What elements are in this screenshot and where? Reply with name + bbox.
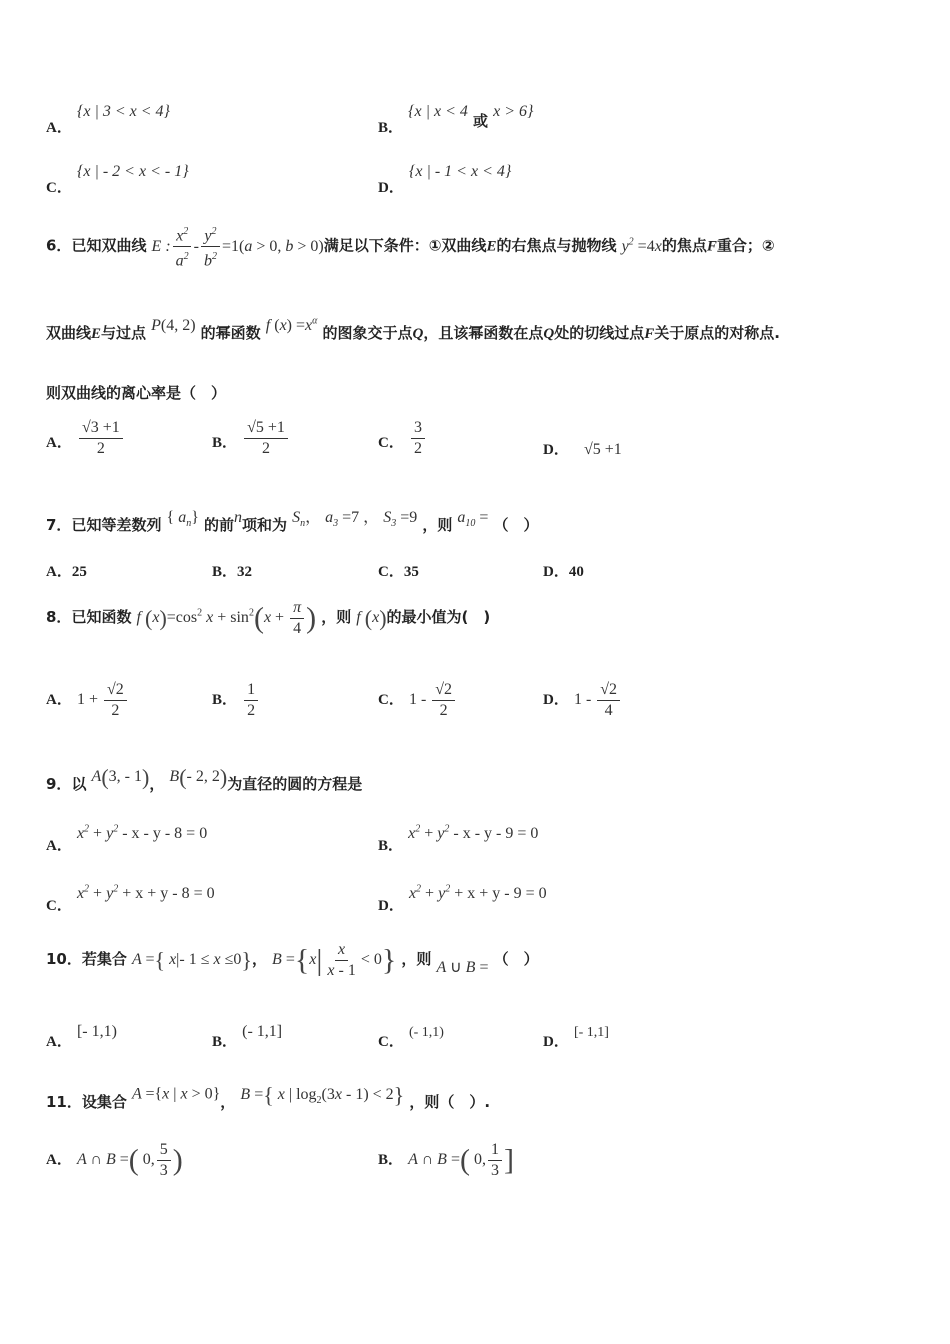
option-value: 25 <box>71 564 87 580</box>
option-label: C． <box>46 180 72 196</box>
stem-var: F <box>706 238 717 255</box>
option-label: C． <box>378 692 404 709</box>
q7-stem <box>46 504 539 534</box>
question-number: 7． <box>46 516 72 534</box>
option-expr: (- 1,1) <box>408 1025 444 1040</box>
q5-option-c[interactable] <box>46 160 189 196</box>
question-number: 11． <box>46 1092 82 1111</box>
q5-option-a[interactable] <box>46 100 170 136</box>
option-label: D． <box>543 442 569 458</box>
q9-option-c[interactable] <box>46 882 215 914</box>
q6-line-2 <box>46 315 780 343</box>
a10: $a_{10}$ = <box>457 509 489 530</box>
stem-text: 已知函数 <box>71 608 132 627</box>
stem-var: Q <box>412 326 424 342</box>
q6-line-1 <box>46 222 926 272</box>
option-label: C． <box>46 898 72 914</box>
function-definition: f $(x)=\cos^2$ $x + \sin^2(x$ + $\frac{\pi}{4}$ ) <box>136 599 317 637</box>
fraction-denominator: 2 <box>413 440 422 457</box>
q8-option-b[interactable] <box>212 680 260 721</box>
stem-text: ，且该幂函数在点 <box>423 324 544 342</box>
stem-text: 与过点 <box>101 324 147 342</box>
stem-var: E <box>91 326 102 342</box>
q6-option-a[interactable] <box>46 418 125 459</box>
fraction-numerator: √5 +1 <box>244 418 288 439</box>
option-label: A． <box>46 1152 72 1169</box>
option-expr-tail: - x - y - 8 = 0 <box>118 825 208 842</box>
set-a: A ={x | x > 0} <box>131 1085 221 1103</box>
q5-option-d[interactable] <box>378 160 512 196</box>
stem-text: 的图象交于点 <box>322 324 413 342</box>
q5-option-b[interactable] <box>378 100 534 136</box>
sequence-an: { $a_n$} <box>166 509 199 530</box>
option-label: A． <box>46 435 72 451</box>
option-expr: {x | - 2 < x < - 1} <box>76 163 189 180</box>
q11-option-b[interactable] <box>378 1140 514 1181</box>
stem-text: ，则 <box>422 516 453 534</box>
stem-text: 为直径的圆的方程是 <box>227 774 363 793</box>
option-label: B． <box>212 1034 238 1050</box>
q8-option-d[interactable] <box>543 680 622 721</box>
hyperbola-equation: E : $\frac{x^2}{a^2}$ - $\frac{y^2}{b^2}$ =1(a > 0, b > 0) <box>152 238 324 255</box>
q11-option-a[interactable] <box>46 1140 183 1181</box>
option-value: 35 <box>403 564 419 580</box>
option-label: B． <box>212 435 238 451</box>
stem-text: 重合；② <box>716 236 775 255</box>
option-expr: {x | - 1 < x < 4} <box>408 163 512 180</box>
stem-text: （ ） <box>493 516 539 534</box>
option-label: A． <box>46 1034 72 1050</box>
q6-option-d[interactable] <box>543 438 622 459</box>
question-number: 6． <box>46 236 72 255</box>
stem-text: ， <box>220 1092 236 1111</box>
stem-text: 的幂函数 <box>200 324 261 342</box>
stem-text: 双曲线 <box>46 324 92 342</box>
q8-option-c[interactable] <box>378 680 457 721</box>
question-number: 8． <box>46 608 72 627</box>
set-b: B ={x| $\frac{x}{x - 1}$ < 0} <box>272 941 397 979</box>
option-label: A． <box>46 692 72 709</box>
stem-text: 的前 <box>204 516 235 534</box>
stem-text: 处的切线过点 <box>554 324 645 342</box>
option-expr: A ∩ B =( 0, $\frac{5}{3}$ ) <box>76 1141 183 1179</box>
stem-text: ，则（ ）. <box>409 1092 491 1111</box>
option-label: C． <box>378 1034 404 1050</box>
option-expr: √5 +1 <box>583 441 622 458</box>
or-word: 或 <box>473 112 489 130</box>
option-label: B． <box>378 838 404 854</box>
point-a: A(3, - 1) <box>91 764 150 789</box>
parabola-equation: $y^2 =4x$ <box>621 236 662 255</box>
stem-text: 已知双曲线 <box>71 236 147 255</box>
q6-option-c[interactable] <box>378 418 427 459</box>
stem-var: F <box>644 326 655 342</box>
q6-line-3 <box>46 382 226 403</box>
sum-sn: $S_n$， $a_3 =7$ ， $S_3 =9$ <box>292 509 418 530</box>
stem-text: 项和为 <box>242 516 288 534</box>
option-fraction <box>79 418 123 459</box>
option-expr: 1 + $\frac{√2}{2}$ <box>77 691 129 708</box>
option-expr: (- 1,1] <box>242 1023 283 1040</box>
option-expr-tail: + x + y - 8 = 0 <box>118 885 215 902</box>
stem-var: Q <box>543 326 555 342</box>
option-expr: {x | x < 4 <box>408 103 468 120</box>
option-expr: $x^2 + y^2 + x + y - 8 = 0$ <box>76 883 215 902</box>
question-number: 10． <box>46 950 82 969</box>
q7-option-b[interactable] <box>212 560 252 581</box>
power-function: f $(x) =x^\alpha$ <box>265 315 318 334</box>
q7-option-a[interactable] <box>46 560 87 581</box>
set-a: A ={ x|- 1 ≤ x ≤0} <box>131 947 252 973</box>
option-label: A． <box>46 564 72 580</box>
option-label: D． <box>543 564 569 580</box>
option-expr: $x^2 + y^2 - x - y - 8 = 0$ <box>76 823 208 842</box>
set-b: B ={ x | $\log_2(3x - 1) < 2$} <box>240 1082 405 1107</box>
stem-text: 若集合 <box>81 950 127 969</box>
option-label: D． <box>378 180 404 196</box>
option-expr: [- 1,1] <box>573 1025 609 1040</box>
option-label: B． <box>212 692 238 709</box>
stem-text: 的最小值为( ) <box>386 608 491 627</box>
stem-var: E <box>486 238 497 255</box>
option-label: C． <box>378 435 404 451</box>
stem-text: 的焦点 <box>661 236 707 255</box>
option-expr-2: x > 6} <box>493 103 534 120</box>
q6-option-b[interactable] <box>212 418 290 459</box>
q7-option-c[interactable] <box>378 560 419 581</box>
question-number: 9． <box>46 774 72 793</box>
option-fraction <box>244 418 288 459</box>
q9-stem <box>46 764 363 793</box>
q11-stem <box>46 1082 491 1111</box>
option-label: B． <box>378 1152 404 1169</box>
stem-text: 已知等差数列 <box>71 516 162 534</box>
stem-text: 设集合 <box>81 1092 127 1111</box>
option-value: 40 <box>568 564 584 580</box>
q9-option-b[interactable] <box>378 822 539 854</box>
option-expr-tail: - x - y - 9 = 0 <box>449 825 539 842</box>
option-label: A． <box>46 120 72 136</box>
point-p: P(4, 2) <box>151 317 196 334</box>
q10-option-a[interactable] <box>46 1020 117 1050</box>
stem-text: 以 <box>71 774 87 793</box>
q10-option-d[interactable] <box>543 1020 609 1050</box>
option-expr-tail: + x + y - 9 = 0 <box>450 885 547 902</box>
option-label: D． <box>543 692 569 709</box>
q10-option-b[interactable] <box>212 1020 283 1050</box>
stem-text: （ ） <box>493 950 539 969</box>
option-label: D． <box>378 898 404 914</box>
union-expr: A ∪ B = <box>436 959 489 977</box>
stem-var: n <box>234 509 243 526</box>
option-expr: $x^2 + y^2 - x - y - 9 = 0$ <box>408 823 539 842</box>
option-expr: {x | 3 < x < 4} <box>76 103 170 120</box>
option-expr: $\frac{1}{2}$ <box>242 691 260 708</box>
q9-option-d[interactable] <box>378 882 547 914</box>
function-ref: f (x) <box>356 605 387 631</box>
stem-text: ， <box>251 950 267 969</box>
option-expr: 1 - $\frac{√2}{4}$ <box>574 691 622 708</box>
option-label: B． <box>212 564 238 580</box>
fraction-denominator: 2 <box>96 440 105 457</box>
option-fraction <box>411 418 425 459</box>
option-label: C． <box>378 564 404 580</box>
option-label: A． <box>46 838 72 854</box>
option-label: D． <box>543 1034 569 1050</box>
stem-text: ， <box>149 774 165 793</box>
stem-text: 则双曲线的离心率是（ ） <box>46 384 227 402</box>
option-expr: $x^2 + y^2 + x + y - 9 = 0$ <box>408 883 547 902</box>
point-b: B(- 2, 2) <box>169 764 228 789</box>
fraction-numerator: 3 <box>411 418 425 439</box>
q8-stem <box>46 598 490 639</box>
q10-stem <box>46 940 539 981</box>
q7-option-d[interactable] <box>543 560 584 581</box>
stem-text: 关于原点的对称点. <box>654 324 780 342</box>
option-expr: [- 1,1) <box>76 1023 117 1040</box>
fraction-denominator: 2 <box>262 440 271 457</box>
option-expr: 1 - $\frac{√2}{2}$ <box>409 691 457 708</box>
option-expr: A ∩ B =( 0, $\frac{1}{3}$ ] <box>408 1141 514 1179</box>
q8-option-a[interactable] <box>46 680 129 721</box>
stem-text: ，则 <box>321 608 352 627</box>
option-label: B． <box>378 120 404 136</box>
stem-text: 满足以下条件：①双曲线 <box>323 236 487 255</box>
option-value: 32 <box>237 564 253 580</box>
q10-option-c[interactable] <box>378 1020 444 1050</box>
stem-text: 的右焦点与抛物线 <box>496 236 617 255</box>
fraction-numerator: √3 +1 <box>79 418 123 439</box>
q9-option-a[interactable] <box>46 822 208 854</box>
stem-text: ，则 <box>401 950 432 969</box>
